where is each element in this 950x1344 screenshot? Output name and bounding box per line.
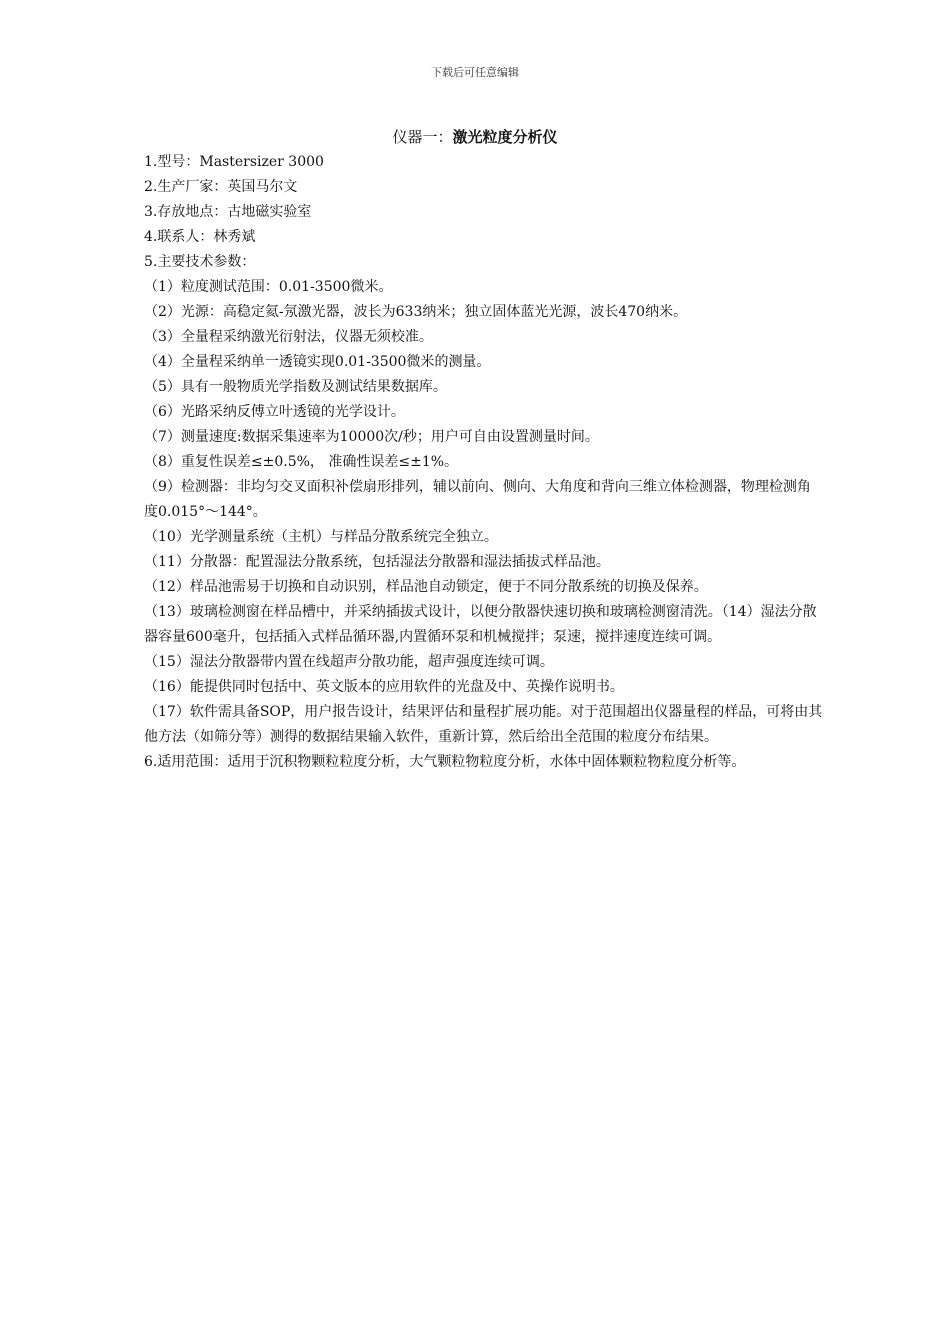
param-item-15: （15）湿法分散器带内置在线超声分散功能，超声强度连续可调。 [144,654,554,670]
param-item-11: （11）分散器：配置湿法分散系统，包括湿法分散器和湿法插拔式样品池。 [144,554,610,570]
param-item-12: （12）样品池需易于切换和自动识别，样品池自动锁定，便于不同分散系统的切换及保养。 [144,579,708,595]
param-item-13-14: （13）玻璃检测窗在样品槽中，并采纳插拔式设计，以便分散器快速切换和玻璃检测窗清洗。（14）湿法分散器容量600毫升，包括插入式样品循环器,内置循环泵和机械搅拌；泵速，搅拌速度连续可调。 [144,604,817,645]
paragraph-scope: 6.适用范围：适用于沉积物颗粒粒度分析，大气颗粒物粒度分析，水体中固体颗粒物粒度分析等。 [144,754,746,770]
param-item-9: （9）检测器：非均匀交叉面积补偿扇形排列，辅以前向、侧向、大角度和背向三维立体检测器，物理检测角度0.015°～144°。 [144,479,811,520]
param-item-2: （2）光源：高稳定氦-氖激光器，波长为633纳米；独立固体蓝光光源，波长470纳米。 [144,304,688,320]
param-item-4: （4）全量程采纳单一透镜实现0.01-3500微米的测量。 [144,354,491,370]
title-prefix: 仪器一： [392,128,453,146]
paragraph-manufacturer: 2.生产厂家：英国马尔文 [144,179,298,195]
param-item-1: （1）粒度测试范围：0.01-3500微米。 [144,279,393,295]
paragraph-contact: 4.联系人：林秀斌 [144,229,256,245]
document-title [0,126,950,148]
param-item-10: （10）光学测量系统（主机）与样品分散系统完全独立。 [144,529,498,545]
page-header: 下载后可任意编辑 [431,66,519,79]
param-item-5: （5）具有一般物质光学指数及测试结果数据库。 [144,379,447,395]
param-item-17: （17）软件需具备SOP，用户报告设计，结果评估和量程扩展功能。对于范围超出仪器量程的样品，可将由其他方法（如筛分等）测得的数据结果输入软件，重新计算，然后给出全范围的粒度分布结果。 [144,704,823,745]
paragraph-tech-params-heading: 5.主要技术参数： [144,254,256,270]
param-item-7: （7）测量速度:数据采集速率为10000次/秒；用户可自由设置测量时间。 [144,429,599,445]
paragraph-model: 1.型号：Mastersizer 3000 [144,154,324,170]
param-item-8: （8）重复性误差≤±0.5%， 准确性误差≤±1%。 [144,454,459,470]
param-item-16: （16）能提供同时包括中、英文版本的应用软件的光盘及中、英操作说明书。 [144,679,624,695]
paragraph-location: 3.存放地点：古地磁实验室 [144,204,312,220]
document-body [144,150,824,775]
param-item-3: （3）全量程采纳激光衍射法，仪器无须校准。 [144,329,433,345]
title-instrument-name: 激光粒度分析仪 [452,128,558,146]
param-item-6: （6）光路采纳反傅立叶透镜的光学设计。 [144,404,405,420]
